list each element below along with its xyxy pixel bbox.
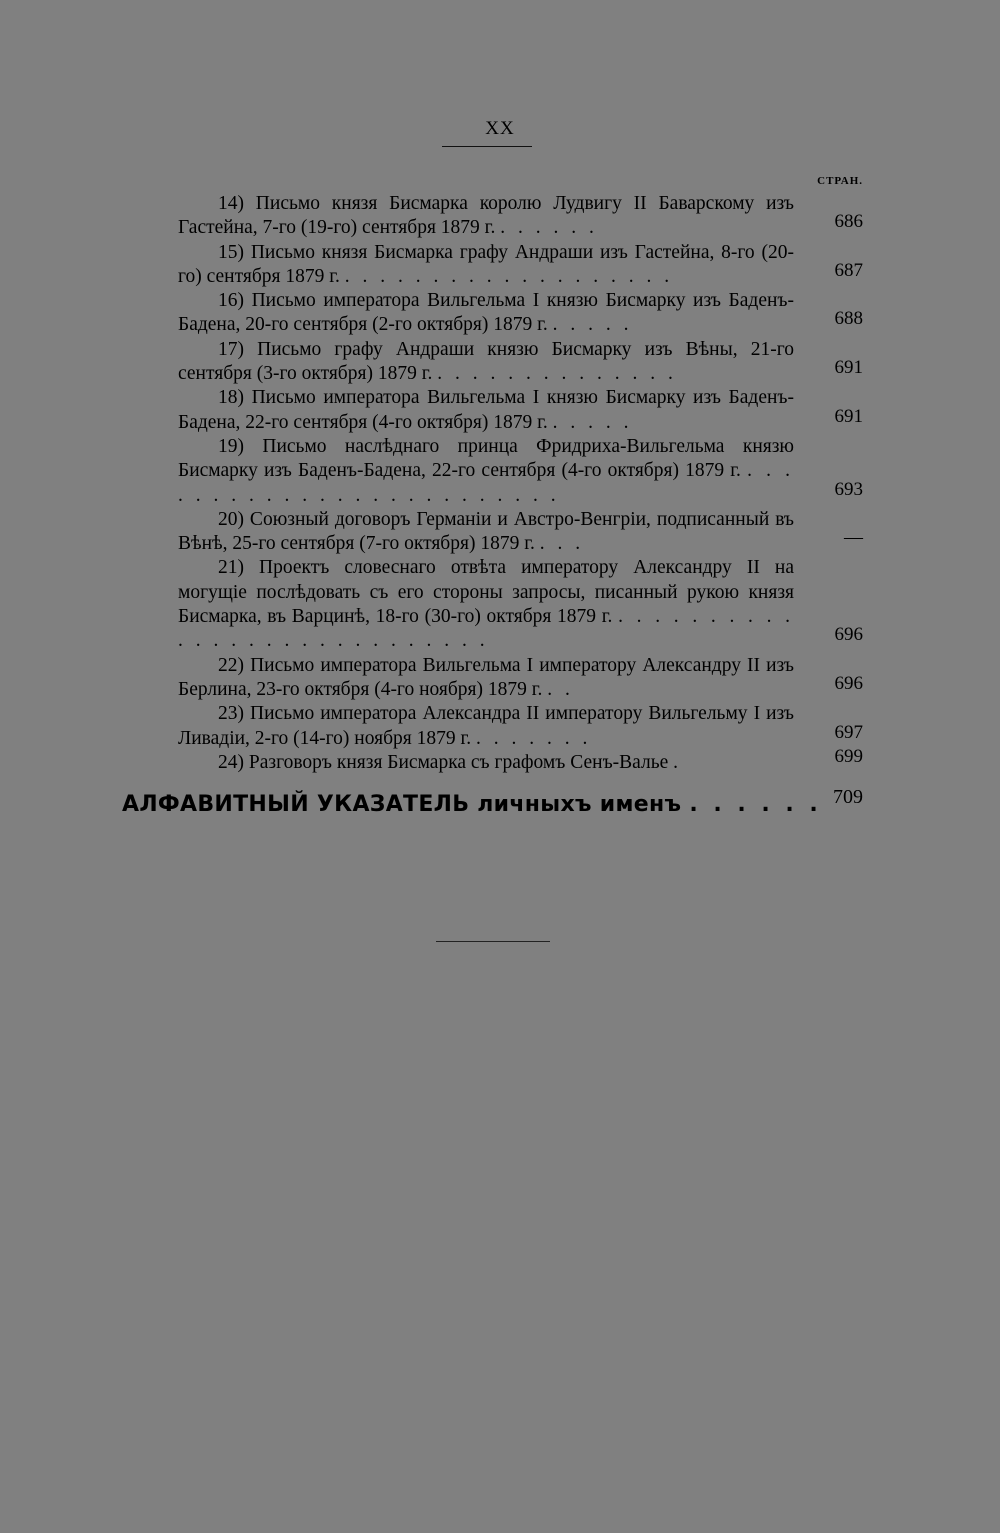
toc-entry: [178, 654, 863, 703]
toc-entry-text: [178, 702, 794, 751]
footer-rule: [436, 941, 550, 942]
leader-dots: . . . . . . . . . . . . . . . . . . . . . . . . .: [178, 460, 795, 506]
alphabetical-index-title: АЛФАВИТНЫЙ УКАЗАТЕЛЬ личныхъ именъ: [122, 792, 682, 817]
toc-entry: [178, 192, 863, 241]
toc-entry-text: [178, 751, 794, 775]
toc-entry-text: [178, 435, 794, 508]
leader-dots: . . . . . . . . . . . . . .: [437, 363, 677, 385]
page-column-label: СТРАН.: [817, 175, 863, 187]
toc-entry-page: 691: [834, 405, 863, 427]
header-rule: [442, 146, 532, 147]
leader-dots: . . . . . .: [500, 217, 598, 239]
leader-dots: . . . . .: [552, 314, 633, 336]
toc-entry-page: 699: [834, 745, 863, 767]
toc-entry-title: 15) Письмо князя Бисмарка графу Андраши изъ Гастейна, 8-го (20-го) сентября 1879 г.: [178, 241, 794, 287]
toc-entry-title: 23) Письмо императора Александра II императору Вильгельму I изъ Ливадіи, 2-го (14-го) ноября 1879 г.: [178, 703, 794, 749]
toc-entry-text: [178, 192, 794, 241]
alphabetical-index-text: [122, 791, 822, 819]
toc-entry-title: 19) Письмо наслѣднаго принца Фридриха-Вильгельма князю Бисмарку изъ Баденъ-Бадена, 22-го сентября (4-го октября) 1879 г.: [178, 435, 794, 482]
leader-dots: . . . . . . .: [476, 727, 592, 749]
toc-entry-page: 686: [834, 211, 863, 233]
leader-dots: . . . . . . . . . . . . . . . . . . .: [344, 265, 674, 287]
toc-entry: [178, 241, 863, 290]
leader-dots: . . .: [539, 533, 585, 555]
toc-entry-title: 24) Разговоръ князя Бисмарка съ графомъ Сенъ-Валье: [218, 751, 669, 773]
toc-entry: [178, 435, 863, 508]
toc-entry: [178, 556, 863, 653]
toc-entry-page: 696: [834, 624, 863, 646]
toc-entry-page: 688: [834, 308, 863, 330]
toc-entry-text: [178, 386, 794, 435]
toc-entry-text: [178, 556, 794, 653]
toc-entry: [178, 289, 863, 338]
toc-entry: [178, 338, 863, 387]
toc-entry-title: 17) Письмо графу Андраши князю Бисмарку изъ Вѣны, 21-го сентября (3-го октября) 1879 г.: [178, 338, 794, 385]
leader-dots: . . . . . .: [689, 792, 822, 817]
leader-dots: .: [673, 751, 683, 773]
toc-entry-page: 691: [834, 357, 863, 379]
page-number: XX: [485, 118, 515, 139]
toc-entry: [178, 508, 863, 557]
alphabetical-index-entry: [122, 786, 863, 819]
toc-entry-text: [178, 338, 794, 387]
toc-entries: [178, 192, 863, 775]
leader-dots: . .: [547, 678, 574, 700]
toc-entry-text: [178, 241, 794, 290]
toc-entry-title: 20) Союзный договоръ Германіи и Австро-Венгріи, подписанный въ Вѣнѣ, 25-го сентября (7-го октября) 1879 г.: [178, 508, 794, 555]
toc-entry-page: 687: [834, 259, 863, 281]
toc-entry-text: [178, 654, 794, 703]
toc-entry-page: 693: [834, 478, 863, 500]
toc-entry: [178, 386, 863, 435]
toc-entry-title: 18) Письмо императора Вильгельма I князю Бисмарку изъ Баденъ-Бадена, 22-го сентября (4-го октября) 1879 г.: [178, 387, 794, 433]
toc-entry-title: 14) Письмо князя Бисмарка королю Лудвигу II Баварскому изъ Гастейна, 7-го (19-го) сентября 1879 г.: [178, 193, 794, 239]
toc-entry-title: 21) Проектъ словеснаго отвѣта императору Александру II на могущіе послѣдовать съ его стороны запросы, писанный рукою князя Бисмарка, въ Варцинѣ, 18-го (30-го) октября 1879 г.: [178, 557, 794, 628]
toc-entry-text: [178, 508, 794, 557]
toc-entry-page: —: [844, 527, 863, 549]
toc-entry-title: 16) Письмо императора Вильгельма I князю Бисмарку изъ Баденъ-Бадена, 20-го сентября (2-го октября) 1879 г.: [178, 290, 794, 336]
leader-dots: . . . . .: [552, 411, 633, 433]
toc-entry: [178, 702, 863, 751]
toc-entry-page: 696: [834, 672, 863, 694]
toc-entry-title: 22) Письмо императора Вильгельма I императору Александру II изъ Берлина, 23-го октября (4-го ноября) 1879 г.: [178, 654, 794, 700]
toc-entry-text: [178, 289, 794, 338]
leader-dots: . . . . . . . . . . . . . . . . . . . . . . . . . . . .: [178, 606, 795, 652]
toc-entry: [178, 745, 863, 775]
alphabetical-index-page: 709: [833, 786, 863, 808]
toc-entry-page: 697: [834, 721, 863, 743]
